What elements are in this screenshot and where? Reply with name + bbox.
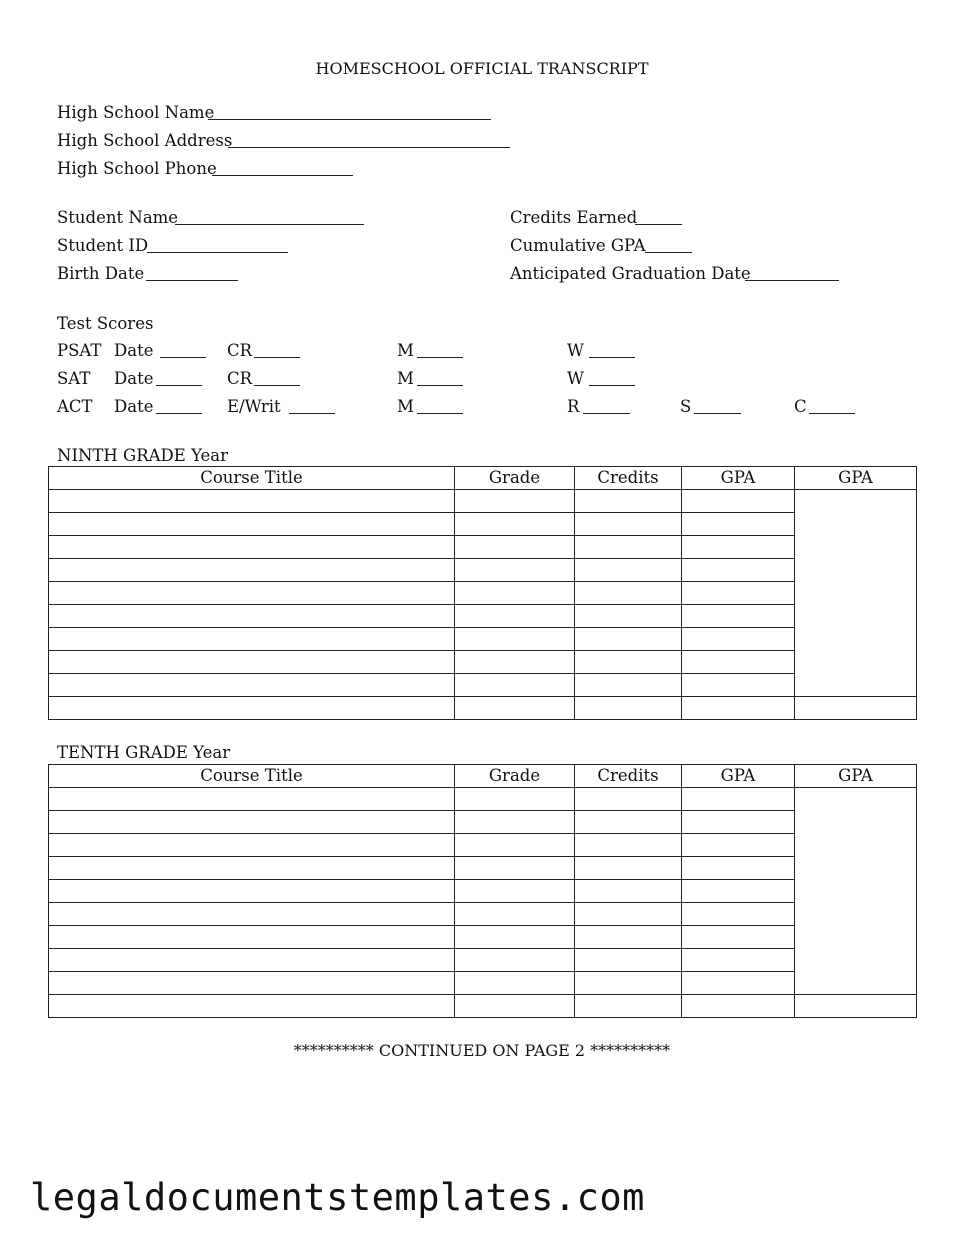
table-row	[49, 490, 917, 513]
sat-m-field[interactable]	[417, 385, 463, 386]
credits-cell[interactable]	[575, 995, 682, 1018]
psat-cr-field[interactable]	[254, 357, 300, 358]
grade-cell[interactable]	[455, 926, 575, 949]
act-date-field[interactable]	[156, 413, 202, 414]
course-title-cell[interactable]	[49, 788, 455, 811]
gpa-total-cell[interactable]	[795, 995, 917, 1018]
grade-cell[interactable]	[455, 811, 575, 834]
table-row	[49, 811, 917, 834]
table-row	[49, 513, 917, 536]
act-r-field[interactable]	[583, 413, 630, 414]
course-title-cell[interactable]	[49, 490, 455, 513]
table-row	[49, 559, 917, 582]
birth-date-label: Birth Date	[57, 264, 145, 283]
act-label: ACT	[57, 397, 93, 416]
table-row	[49, 628, 917, 651]
gpa-cell[interactable]	[682, 697, 795, 720]
grade-cell[interactable]	[455, 834, 575, 857]
grade-cell[interactable]	[455, 857, 575, 880]
table-row	[49, 605, 917, 628]
gpa-cell[interactable]	[682, 582, 795, 605]
grade-cell[interactable]	[455, 628, 575, 651]
grade-cell[interactable]	[455, 490, 575, 513]
act-s-field[interactable]	[694, 413, 741, 414]
course-title-cell[interactable]	[49, 697, 455, 720]
act-m-field[interactable]	[417, 413, 463, 414]
psat-date-field[interactable]	[160, 357, 206, 358]
test-scores-heading: Test Scores	[57, 314, 154, 333]
school-address-field[interactable]	[228, 147, 510, 148]
credits-cell[interactable]	[575, 628, 682, 651]
sat-cr-field[interactable]	[254, 385, 300, 386]
gpa-cell[interactable]	[682, 651, 795, 674]
credits-cell[interactable]	[575, 490, 682, 513]
credits-cell[interactable]	[575, 788, 682, 811]
grade-cell[interactable]	[455, 697, 575, 720]
course-title-cell[interactable]	[49, 513, 455, 536]
school-phone-label: High School Phone	[57, 159, 217, 178]
credits-cell[interactable]	[575, 651, 682, 674]
course-title-cell[interactable]	[49, 811, 455, 834]
sat-date-field[interactable]	[156, 385, 202, 386]
grade-cell[interactable]	[455, 536, 575, 559]
gpa-cell[interactable]	[682, 674, 795, 697]
graduation-date-field[interactable]	[745, 280, 839, 281]
course-title-cell[interactable]	[49, 674, 455, 697]
cumulative-gpa-label: Cumulative GPA	[510, 236, 646, 255]
credits-cell[interactable]	[575, 949, 682, 972]
course-title-cell[interactable]	[49, 949, 455, 972]
gpa-cell[interactable]	[682, 880, 795, 903]
gpa-cell[interactable]	[682, 513, 795, 536]
credits-cell[interactable]	[575, 903, 682, 926]
psat-m-label: M	[397, 341, 414, 360]
tenth-grade-heading: TENTH GRADE Year	[57, 743, 231, 762]
column-header-gpa-total: GPA	[795, 765, 917, 788]
psat-w-field[interactable]	[589, 357, 635, 358]
gpa-cell[interactable]	[682, 949, 795, 972]
student-name-field[interactable]	[175, 224, 364, 225]
sat-date-label: Date	[114, 369, 154, 388]
course-title-cell[interactable]	[49, 582, 455, 605]
credits-cell[interactable]	[575, 880, 682, 903]
grade-cell[interactable]	[455, 949, 575, 972]
birth-date-field[interactable]	[146, 280, 238, 281]
course-title-cell[interactable]	[49, 628, 455, 651]
gpa-cell[interactable]	[682, 811, 795, 834]
act-m-label: M	[397, 397, 414, 416]
psat-m-field[interactable]	[417, 357, 463, 358]
credits-cell[interactable]	[575, 972, 682, 995]
sat-w-label: W	[567, 369, 584, 388]
ninth-grade-table	[48, 466, 917, 720]
act-date-label: Date	[114, 397, 154, 416]
act-c-field[interactable]	[809, 413, 855, 414]
table-row	[49, 788, 917, 811]
course-title-cell[interactable]	[49, 972, 455, 995]
grade-cell[interactable]	[455, 788, 575, 811]
gpa-total-space	[795, 490, 917, 697]
gpa-cell[interactable]	[682, 926, 795, 949]
gpa-cell[interactable]	[682, 559, 795, 582]
column-header-gpa: GPA	[682, 467, 795, 490]
psat-cr-label: CR	[227, 341, 253, 360]
ninth-grade-heading: NINTH GRADE Year	[57, 446, 229, 465]
credits-cell[interactable]	[575, 697, 682, 720]
student-id-field[interactable]	[147, 252, 288, 253]
credits-cell[interactable]	[575, 857, 682, 880]
course-title-cell[interactable]	[49, 536, 455, 559]
course-title-cell[interactable]	[49, 926, 455, 949]
table-row	[49, 903, 917, 926]
grade-cell[interactable]	[455, 674, 575, 697]
gpa-cell[interactable]	[682, 972, 795, 995]
table-row	[49, 674, 917, 697]
psat-label: PSAT	[57, 341, 102, 360]
continued-notice: ********** CONTINUED ON PAGE 2 **********	[293, 1041, 671, 1060]
course-title-cell[interactable]	[49, 605, 455, 628]
graduation-date-label: Anticipated Graduation Date	[510, 264, 751, 283]
gpa-cell[interactable]	[682, 995, 795, 1018]
gpa-cell[interactable]	[682, 605, 795, 628]
credits-cell[interactable]	[575, 811, 682, 834]
gpa-cell[interactable]	[682, 788, 795, 811]
table-row-total	[49, 995, 917, 1018]
gpa-total-space	[795, 788, 917, 995]
act-ewrit-label: E/Writ	[227, 397, 281, 416]
column-header-gpa: GPA	[682, 765, 795, 788]
column-header-credits: Credits	[575, 467, 682, 490]
table-row	[49, 857, 917, 880]
psat-date-label: Date	[114, 341, 154, 360]
column-header-credits: Credits	[575, 765, 682, 788]
gpa-cell[interactable]	[682, 490, 795, 513]
sat-cr-label: CR	[227, 369, 253, 388]
grade-cell[interactable]	[455, 880, 575, 903]
sat-w-field[interactable]	[589, 385, 635, 386]
column-header-course-title: Course Title	[49, 467, 455, 490]
grade-cell[interactable]	[455, 972, 575, 995]
act-c-label: C	[794, 397, 807, 416]
table-row	[49, 880, 917, 903]
grade-cell[interactable]	[455, 582, 575, 605]
act-ewrit-field[interactable]	[289, 413, 335, 414]
table-header-row	[49, 467, 917, 490]
gpa-cell[interactable]	[682, 857, 795, 880]
course-title-cell[interactable]	[49, 880, 455, 903]
credits-cell[interactable]	[575, 674, 682, 697]
table-row	[49, 949, 917, 972]
credits-cell[interactable]	[575, 536, 682, 559]
document-title: HOMESCHOOL OFFICIAL TRANSCRIPT	[315, 59, 649, 78]
act-r-label: R	[567, 397, 580, 416]
grade-cell[interactable]	[455, 995, 575, 1018]
tenth-grade-table	[48, 764, 917, 1018]
table-row	[49, 972, 917, 995]
school-address-label: High School Address	[57, 131, 233, 150]
sat-label: SAT	[57, 369, 91, 388]
cumulative-gpa-field[interactable]	[645, 252, 692, 253]
credits-cell[interactable]	[575, 605, 682, 628]
credits-cell[interactable]	[575, 559, 682, 582]
course-title-cell[interactable]	[49, 834, 455, 857]
grade-cell[interactable]	[455, 605, 575, 628]
credits-cell[interactable]	[575, 834, 682, 857]
grade-cell[interactable]	[455, 903, 575, 926]
column-header-gpa-total: GPA	[795, 467, 917, 490]
student-id-label: Student ID	[57, 236, 149, 255]
grade-cell[interactable]	[455, 559, 575, 582]
psat-w-label: W	[567, 341, 584, 360]
course-title-cell[interactable]	[49, 559, 455, 582]
watermark-text: legaldocumentstemplates.com	[30, 1176, 645, 1219]
grade-cell[interactable]	[455, 651, 575, 674]
course-title-cell[interactable]	[49, 903, 455, 926]
gpa-cell[interactable]	[682, 628, 795, 651]
school-phone-field[interactable]	[212, 175, 353, 176]
gpa-cell[interactable]	[682, 903, 795, 926]
sat-m-label: M	[397, 369, 414, 388]
gpa-cell[interactable]	[682, 834, 795, 857]
table-row	[49, 834, 917, 857]
course-title-cell[interactable]	[49, 651, 455, 674]
act-s-label: S	[680, 397, 692, 416]
credits-cell[interactable]	[575, 926, 682, 949]
gpa-cell[interactable]	[682, 536, 795, 559]
table-row	[49, 536, 917, 559]
credits-earned-field[interactable]	[635, 224, 682, 225]
column-header-grade: Grade	[455, 467, 575, 490]
credits-cell[interactable]	[575, 513, 682, 536]
student-name-label: Student Name	[57, 208, 179, 227]
school-name-field[interactable]	[208, 119, 491, 120]
credits-cell[interactable]	[575, 582, 682, 605]
table-row	[49, 926, 917, 949]
table-row	[49, 651, 917, 674]
table-header-row	[49, 765, 917, 788]
school-name-label: High School Name	[57, 103, 215, 122]
table-row-total	[49, 697, 917, 720]
table-row	[49, 582, 917, 605]
column-header-course-title: Course Title	[49, 765, 455, 788]
grade-cell[interactable]	[455, 513, 575, 536]
course-title-cell[interactable]	[49, 995, 455, 1018]
course-title-cell[interactable]	[49, 857, 455, 880]
column-header-grade: Grade	[455, 765, 575, 788]
credits-earned-label: Credits Earned	[510, 208, 638, 227]
gpa-total-cell[interactable]	[795, 697, 917, 720]
